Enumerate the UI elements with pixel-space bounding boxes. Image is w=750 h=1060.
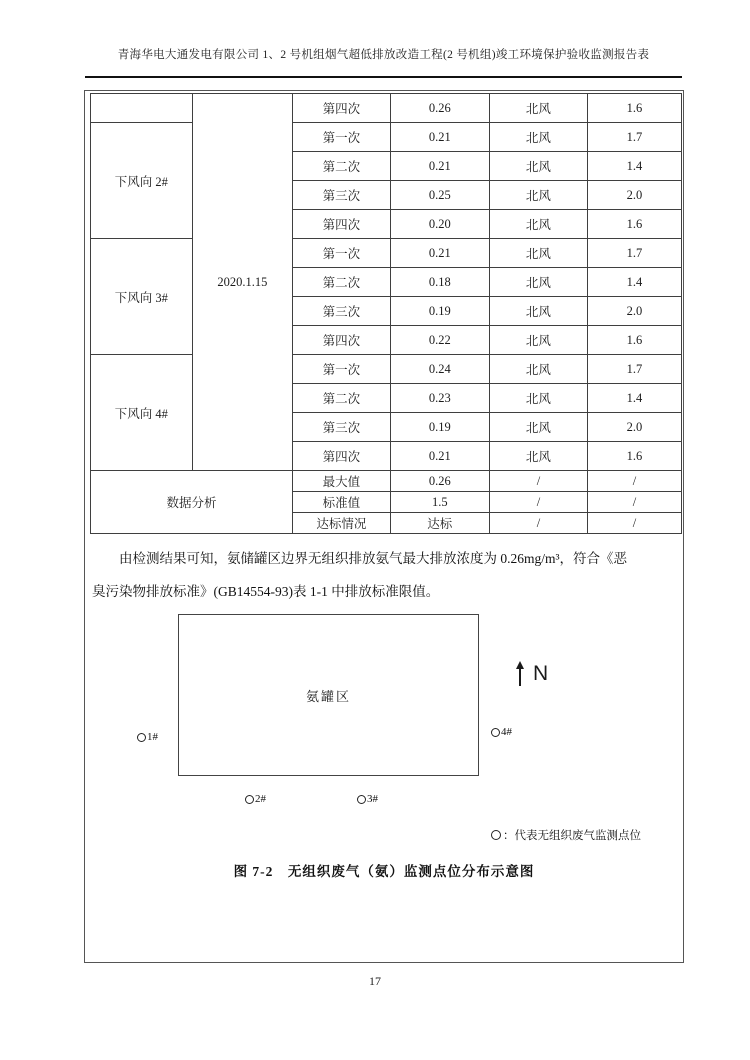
- analysis-item-cell: 标准值: [293, 492, 391, 513]
- paragraph-line: 臭污染物排放标准》(GB14554-93)表 1-1 中排放标准限值。: [92, 584, 440, 599]
- wind-cell: 北风: [489, 239, 587, 268]
- wind-cell: 北风: [489, 355, 587, 384]
- analysis-item-cell: 达标情况: [293, 513, 391, 534]
- document-header-title: 青海华电大通发电有限公司 1、2 号机组烟气超低排放改造工程(2 号机组)竣工环境保护验收监测报告表: [117, 49, 650, 61]
- analysis-wind-cell: /: [489, 513, 587, 534]
- wind-cell: 北风: [489, 210, 587, 239]
- analysis-speed-cell: /: [587, 513, 681, 534]
- tank-area-label: 氨罐区: [305, 688, 351, 704]
- report-content-frame: [84, 90, 684, 963]
- seq-cell: 第一次: [293, 123, 391, 152]
- seq-cell: 第三次: [293, 297, 391, 326]
- date-cell: 2020.1.15: [192, 94, 292, 471]
- page-number: 17: [369, 974, 381, 988]
- monitoring-point-4: [491, 726, 512, 738]
- table-row: [91, 123, 682, 152]
- analysis-wind-cell: /: [489, 492, 587, 513]
- seq-cell: 第四次: [293, 326, 391, 355]
- point-label: 2#: [255, 793, 266, 805]
- speed-cell: 1.4: [587, 152, 681, 181]
- north-indicator: [515, 661, 575, 691]
- seq-cell: 第二次: [293, 152, 391, 181]
- analysis-value-cell: 达标: [390, 513, 489, 534]
- value-cell: 0.19: [390, 413, 489, 442]
- wind-cell: 北风: [489, 181, 587, 210]
- north-label: N: [533, 662, 549, 685]
- value-cell: 0.26: [390, 94, 489, 123]
- wind-cell: 北风: [489, 326, 587, 355]
- speed-cell: 2.0: [587, 297, 681, 326]
- point-circle-icon: [357, 795, 366, 804]
- value-cell: 0.21: [390, 123, 489, 152]
- wind-cell: 北风: [489, 297, 587, 326]
- seq-cell: 第四次: [293, 94, 391, 123]
- table-row: [91, 239, 682, 268]
- wind-cell: 北风: [489, 268, 587, 297]
- speed-cell: 1.7: [587, 239, 681, 268]
- seq-cell: 第四次: [293, 210, 391, 239]
- wind-cell: 北风: [489, 152, 587, 181]
- speed-cell: 1.6: [587, 442, 681, 471]
- speed-cell: 1.6: [587, 210, 681, 239]
- monitoring-point-3: [357, 793, 378, 805]
- header-divider: [85, 76, 682, 78]
- value-cell: 0.21: [390, 152, 489, 181]
- legend-text: ：代表无组织废气监测点位: [503, 830, 641, 842]
- wind-cell: 北风: [489, 413, 587, 442]
- value-cell: 0.25: [390, 181, 489, 210]
- speed-cell: 1.6: [587, 326, 681, 355]
- speed-cell: 1.4: [587, 268, 681, 297]
- seq-cell: 第一次: [293, 239, 391, 268]
- speed-cell: 1.7: [587, 355, 681, 384]
- seq-cell: 第二次: [293, 268, 391, 297]
- analysis-item-cell: 最大值: [293, 471, 391, 492]
- ammonia-tank-area-box: [178, 614, 479, 776]
- seq-cell: 第四次: [293, 442, 391, 471]
- result-paragraph: [92, 542, 676, 608]
- value-cell: 0.24: [390, 355, 489, 384]
- point-circle-icon: [137, 733, 146, 742]
- monitoring-point-1: [137, 731, 158, 743]
- seq-cell: 第三次: [293, 413, 391, 442]
- analysis-value-cell: 0.26: [390, 471, 489, 492]
- speed-cell: 1.7: [587, 123, 681, 152]
- value-cell: 0.21: [390, 442, 489, 471]
- value-cell: 0.23: [390, 384, 489, 413]
- value-cell: 0.22: [390, 326, 489, 355]
- wind-cell: 北风: [489, 123, 587, 152]
- speed-cell: 1.4: [587, 384, 681, 413]
- analysis-wind-cell: /: [489, 471, 587, 492]
- location-cell: 下风向 3#: [91, 239, 193, 355]
- legend-point-icon: [491, 830, 501, 840]
- point-label: 4#: [501, 726, 512, 738]
- table-row: [91, 94, 682, 123]
- table-row: [91, 471, 682, 492]
- figure-legend: [491, 827, 641, 843]
- point-label: 1#: [147, 731, 158, 743]
- table-row: [91, 355, 682, 384]
- speed-cell: 2.0: [587, 413, 681, 442]
- wind-cell: 北风: [489, 384, 587, 413]
- north-arrow-shaft: [519, 668, 521, 686]
- point-label: 3#: [367, 793, 378, 805]
- analysis-speed-cell: /: [587, 471, 681, 492]
- location-cell: 下风向 2#: [91, 123, 193, 239]
- analysis-label-cell: 数据分析: [91, 471, 293, 534]
- analysis-speed-cell: /: [587, 492, 681, 513]
- speed-cell: 1.6: [587, 94, 681, 123]
- paragraph-line: 由检测结果可知，氨储罐区边界无组织排放氨气最大排放浓度为 0.26mg/m³，符合《恶: [119, 551, 628, 566]
- figure-caption: 图 7-2 无组织废气（氨）监测点位分布示意图: [233, 864, 535, 879]
- value-cell: 0.18: [390, 268, 489, 297]
- monitoring-data-table: [90, 93, 682, 534]
- wind-cell: 北风: [489, 94, 587, 123]
- location-cell: [91, 94, 193, 123]
- seq-cell: 第一次: [293, 355, 391, 384]
- location-cell: 下风向 4#: [91, 355, 193, 471]
- value-cell: 0.19: [390, 297, 489, 326]
- seq-cell: 第三次: [293, 181, 391, 210]
- speed-cell: 2.0: [587, 181, 681, 210]
- value-cell: 0.20: [390, 210, 489, 239]
- analysis-value-cell: 1.5: [390, 492, 489, 513]
- point-circle-icon: [491, 728, 500, 737]
- monitoring-point-2: [245, 793, 266, 805]
- point-circle-icon: [245, 795, 254, 804]
- wind-cell: 北风: [489, 442, 587, 471]
- seq-cell: 第二次: [293, 384, 391, 413]
- value-cell: 0.21: [390, 239, 489, 268]
